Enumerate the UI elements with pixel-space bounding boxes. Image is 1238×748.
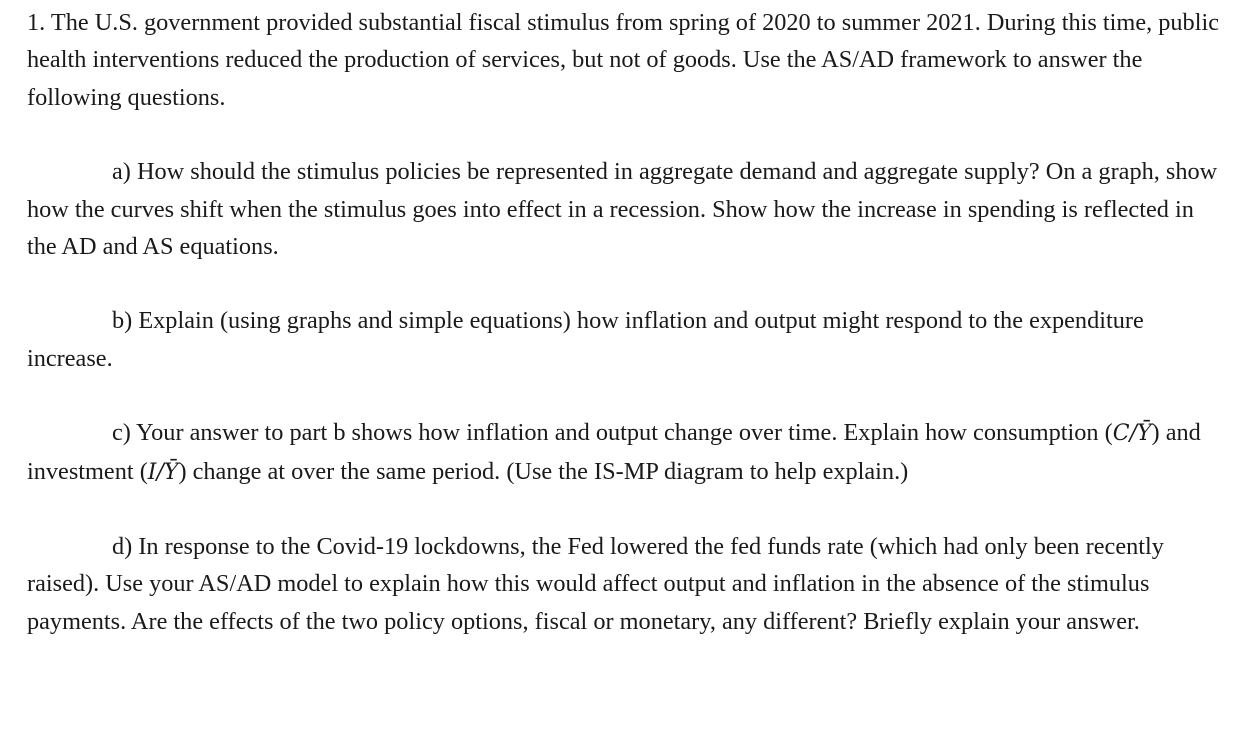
part-b-text: b) Explain (using graphs and simple equations) how inflation and output might respond to the expenditure increase. <box>27 307 1144 372</box>
part-c-text-3: ) change at over the same period. (Use the IS-MP diagram to help explain.) <box>178 457 909 485</box>
potential-output-symbol: Ȳ <box>1137 421 1152 447</box>
question-part-a <box>27 153 1227 265</box>
consumption-ratio: C/Ȳ <box>1112 421 1152 447</box>
investment-ratio: I/Ȳ <box>147 459 179 485</box>
part-d-text: d) In response to the Covid-19 lockdowns, the Fed lowered the fed funds rate (which had only been recently raised). Use your AS/AD model to explain how this would affect output and inflation in the absence of the stimulus payments. Are the effects of the two policy options, fiscal or monetary, any different? Briefly explain your answer. <box>27 533 1164 635</box>
potential-output-symbol: Ȳ <box>163 459 179 485</box>
question-part-b <box>27 302 1227 377</box>
investment-symbol: I <box>147 459 157 485</box>
question-document <box>27 4 1227 640</box>
consumption-symbol: C <box>1112 421 1130 447</box>
part-a-text: a) How should the stimulus policies be represented in aggregate demand and aggregate supply? On a graph, show how the curves shift when the stimulus goes into effect in a recession. Show how the increase in spending is reflected in the AD and AS equations. <box>27 158 1218 261</box>
question-part-c <box>27 414 1227 491</box>
question-part-d <box>27 528 1227 640</box>
part-c-text-1: c) Your answer to part b shows how inflation and output change over time. Explain how consumption ( <box>112 419 1113 447</box>
part-c-text-2: ) and investment ( <box>27 419 1201 485</box>
question-intro: 1. The U.S. government provided substantial fiscal stimulus from spring of 2020 to summer 2021. During this time, public health interventions reduced the production of services, but not of goods. Use the AS/AD framework to answer the following questions. <box>27 9 1219 111</box>
